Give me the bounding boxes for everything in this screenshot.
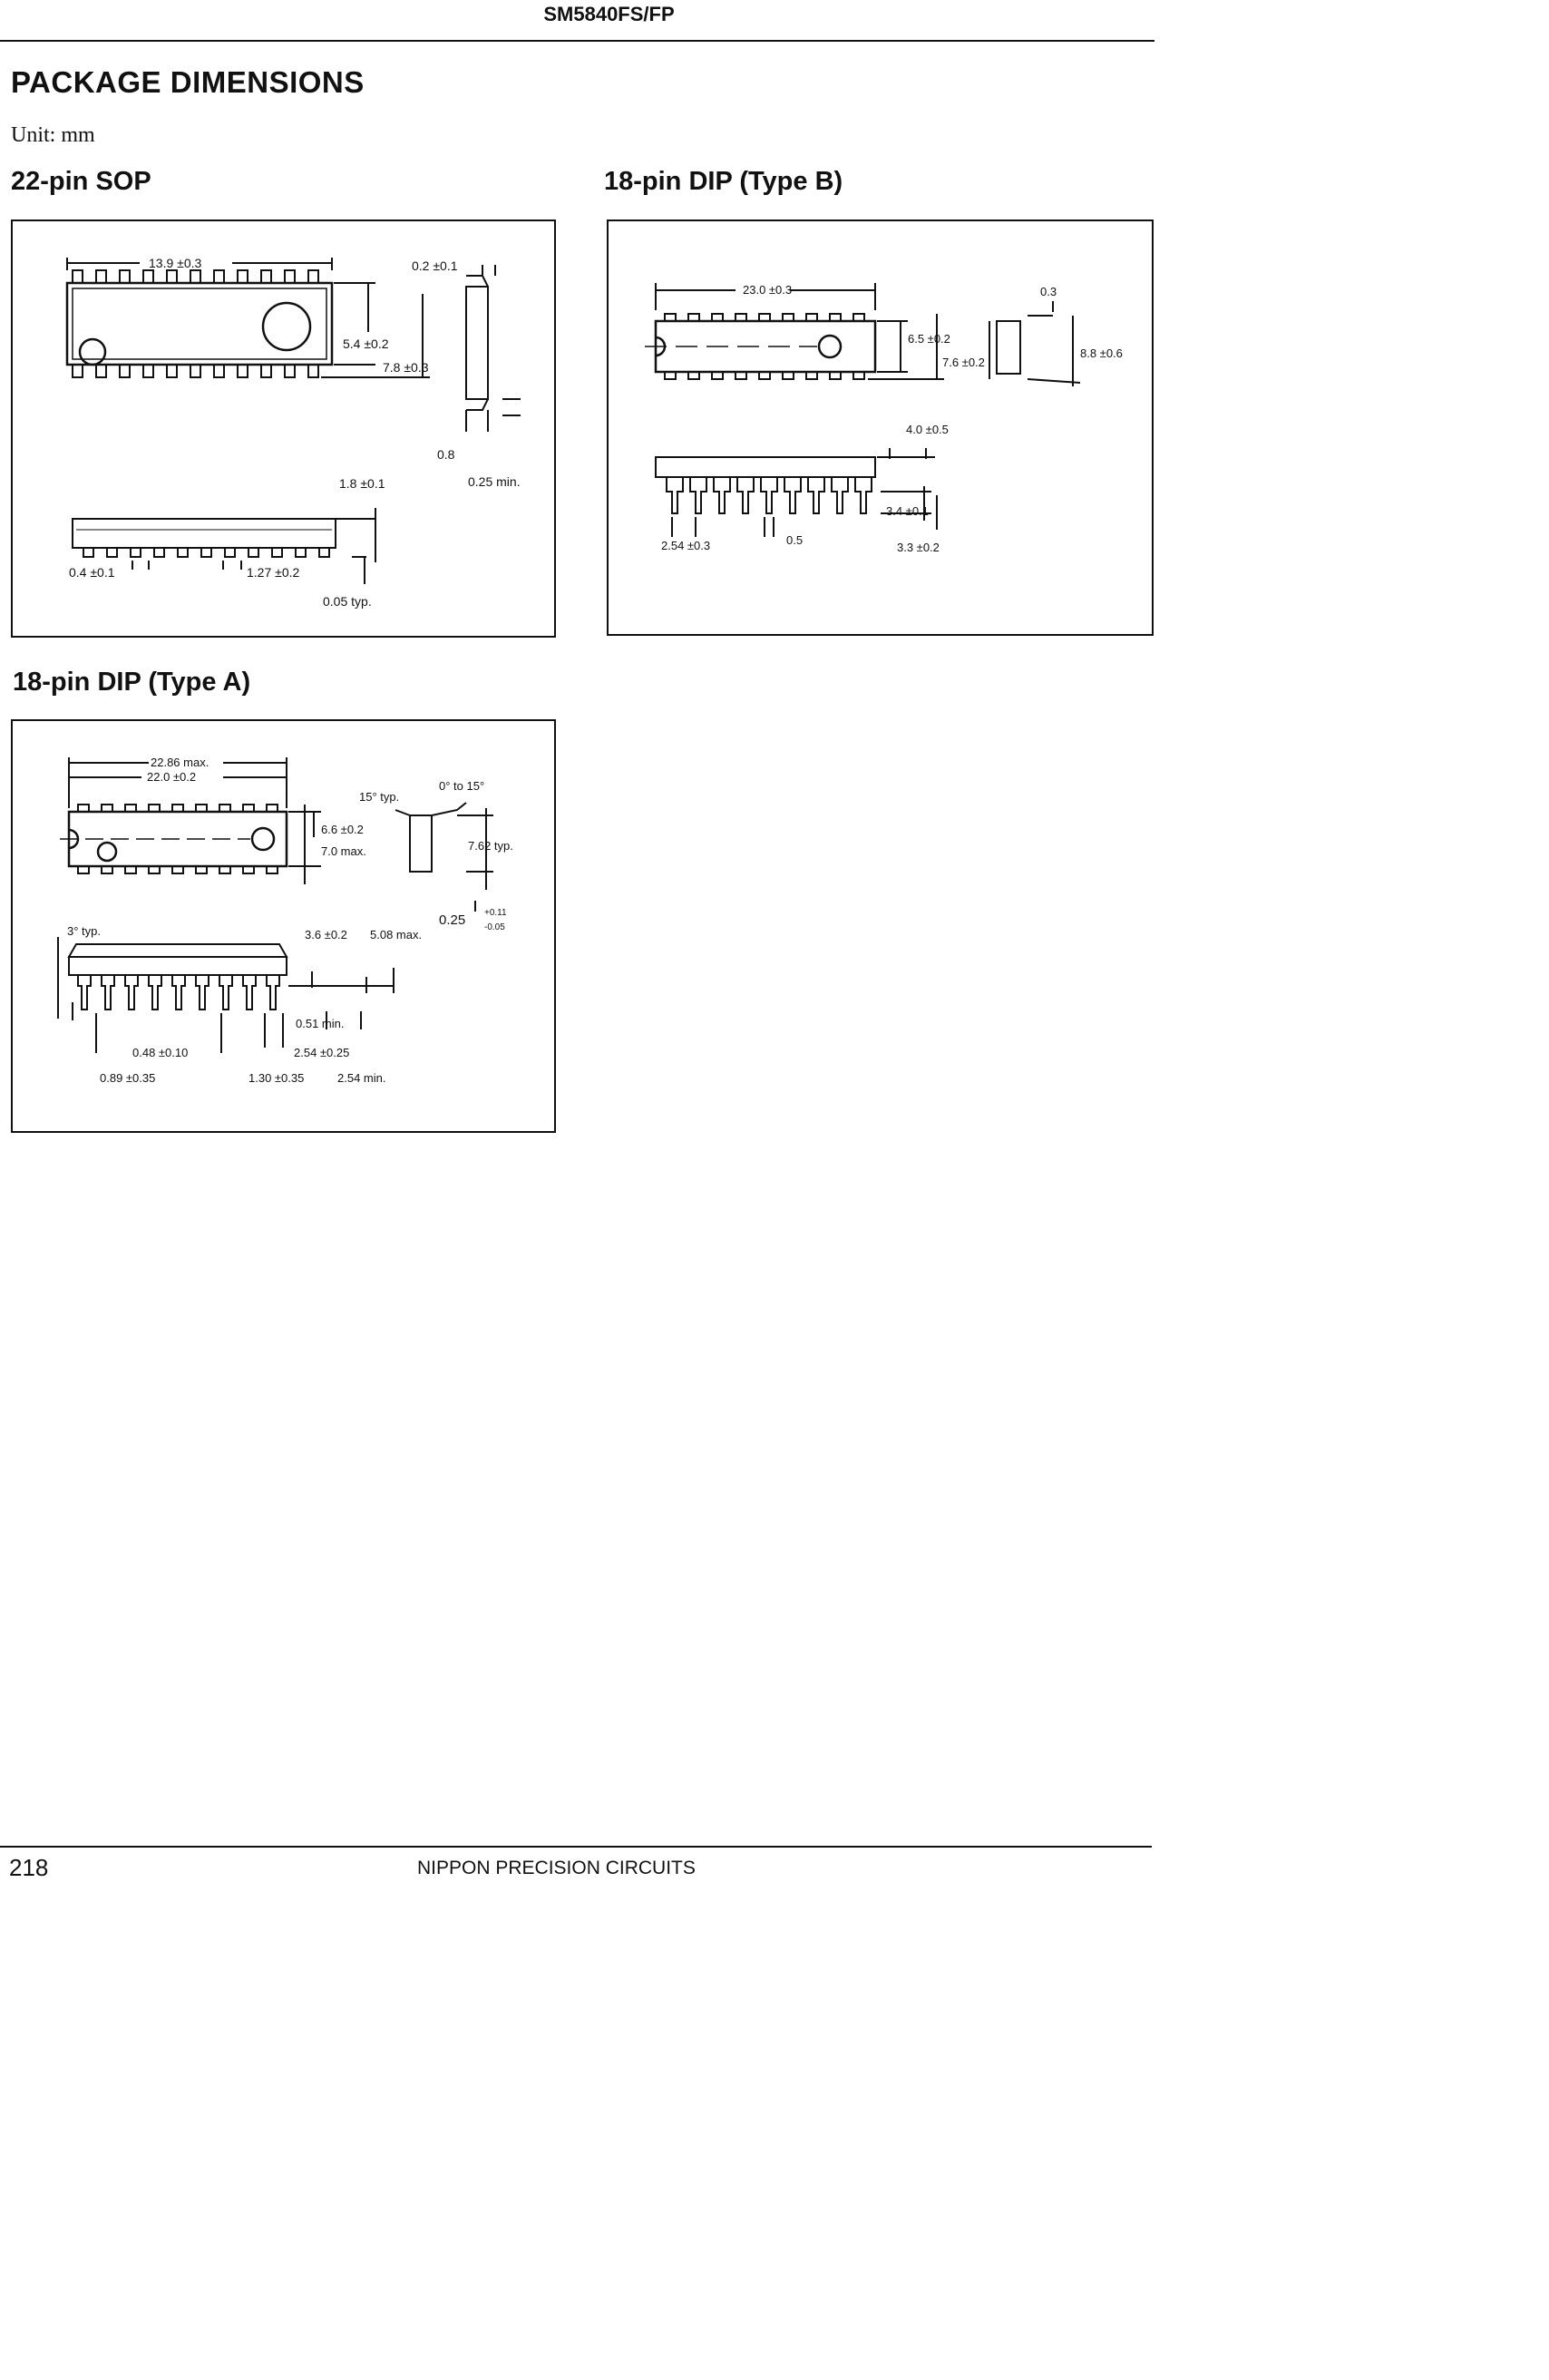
dip18a-dim-body-width: 6.6 ±0.2 <box>321 823 364 836</box>
dip18b-dim-length: 23.0 ±0.3 <box>743 283 793 297</box>
dip18b-dim-pitch: 2.54 ±0.3 <box>661 539 711 552</box>
dip18b-drawing <box>609 221 1152 634</box>
sop22-dim-body-width: 5.4 ±0.2 <box>343 337 389 351</box>
unit-label: Unit: mm <box>11 123 95 147</box>
dip18a-dim-max-h: 5.08 max. <box>370 928 423 941</box>
dip18a-dim-tol-minus: -0.05 <box>484 922 505 932</box>
dip18a-dim-shoulder: 0.89 ±0.35 <box>100 1071 156 1085</box>
sop22-dim-length: 13.9 ±0.3 <box>149 256 202 270</box>
dip18a-dim-lead-thk: 0.25 <box>439 912 466 928</box>
dip18a-dim-max-length: 22.86 max. <box>151 756 209 769</box>
sop22-dim-lead-width: 0.4 ±0.1 <box>69 565 115 580</box>
dip18a-dim-body-h: 3.6 ±0.2 <box>305 928 347 941</box>
sop22-dim-standoff: 0.25 min. <box>468 474 521 489</box>
sop22-dim-height: 1.8 ±0.1 <box>339 476 385 491</box>
dip18a-dim-lead-w: 0.48 ±0.10 <box>132 1046 189 1059</box>
package-title-dip18a: 18-pin DIP (Type A) <box>13 668 251 697</box>
package-title-dip18b: 18-pin DIP (Type B) <box>604 167 843 196</box>
dip18b-dim-pin-len: 3.3 ±0.2 <box>897 541 940 554</box>
sop22-drawing <box>13 221 554 636</box>
sop22-top-pins <box>73 270 318 283</box>
dip18a-dim-pitch: 2.54 ±0.25 <box>294 1046 350 1059</box>
footer-rule <box>0 1846 1152 1848</box>
dip18a-dim-angle-typ: 15° typ. <box>359 790 400 804</box>
sop22-dim-pitch: 1.27 ±0.2 <box>247 565 300 580</box>
header-rule <box>0 40 1154 42</box>
dip18a-dim-row-spacing: 7.62 typ. <box>468 839 513 853</box>
dip18b-dim-lead-width: 0.5 <box>786 533 804 547</box>
drawing-panel-dip18b <box>607 219 1154 636</box>
dip18a-dim-pin-len: 2.54 min. <box>337 1071 386 1085</box>
header-part-number: SM5840FS/FP <box>543 3 675 25</box>
dip18b-dim-seat: 3.4 ±0.1 <box>886 504 929 518</box>
sop22-dim-overall-width: 7.8 ±0.3 <box>383 360 429 375</box>
dip18b-dim-spread: 8.8 ±0.6 <box>1080 346 1123 360</box>
page-number: 218 <box>9 1854 49 1881</box>
dip18a-dim-max-width: 7.0 max. <box>321 844 366 858</box>
drawing-panel-dip18a <box>11 719 556 1133</box>
dip18b-dim-lead-thk: 0.3 <box>1040 285 1057 298</box>
sop22-dim-clearance: 0.05 typ. <box>323 594 372 609</box>
dip18a-dim-standoff: 0.51 min. <box>296 1017 345 1030</box>
dip18b-dim-height: 4.0 ±0.5 <box>906 423 949 436</box>
section-title: PACKAGE DIMENSIONS <box>11 65 365 99</box>
sop22-dim-lead-thickness: 0.2 ±0.1 <box>412 258 458 273</box>
dip18a-dim-angle-range: 0° to 15° <box>439 779 485 793</box>
dip18a-dim-tol-plus: +0.11 <box>484 908 507 918</box>
dip18a-dim-draft: 3° typ. <box>67 924 101 938</box>
dip18a-drawing <box>13 721 554 1131</box>
dip18b-dim-body-width: 6.5 ±0.2 <box>908 332 950 346</box>
dip18a-dim-length: 22.0 ±0.2 <box>147 770 197 784</box>
dip18a-dim-end-w: 1.30 ±0.35 <box>248 1071 305 1085</box>
sop22-dim-lead-len: 0.8 <box>437 447 455 462</box>
footer-company: NIPPON PRECISION CIRCUITS <box>417 1858 696 1878</box>
dip18b-dim-row-spacing: 7.6 ±0.2 <box>942 356 985 369</box>
package-title-sop22: 22-pin SOP <box>11 167 151 196</box>
drawing-panel-sop22 <box>11 219 556 638</box>
